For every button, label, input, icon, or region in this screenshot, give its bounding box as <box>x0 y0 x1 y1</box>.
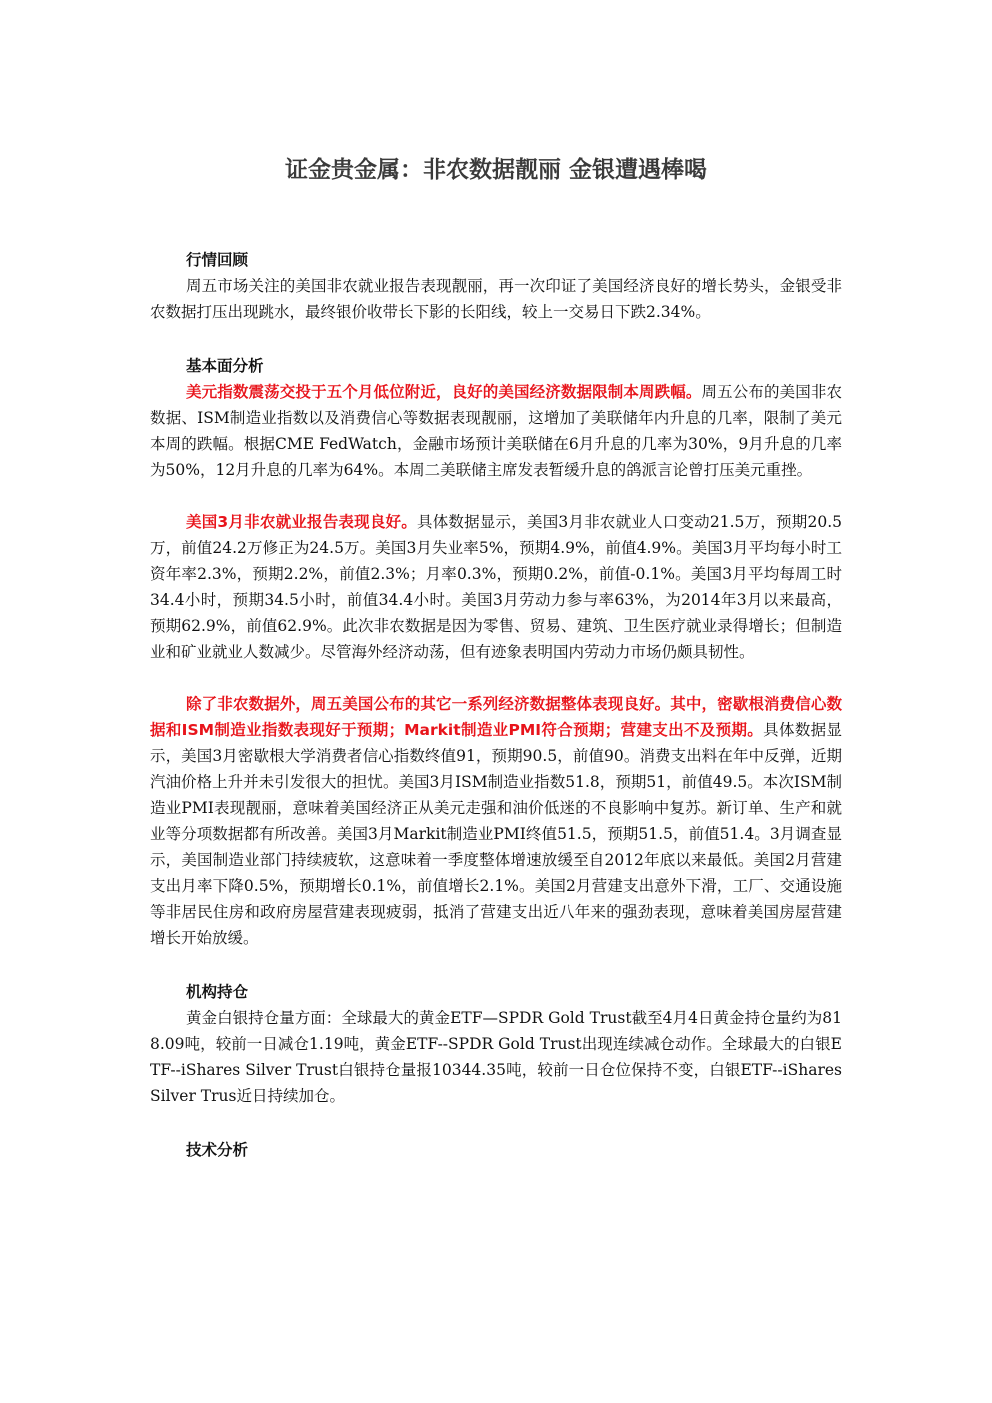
paragraph-highlight: 除了非农数据外，周五美国公布的其它一系列经济数据整体表现良好。其中，密歇根消费信心数据和ISM制造业指数表现好于预期；Markit制造业PMI符合预期；营建支出不及预期。 <box>150 695 842 739</box>
paragraph-text: 周五市场关注的美国非农就业报告表现靓丽，再一次印证了美国经济良好的增长势头，金银受非农数据打压出现跳水，最终银价收带长下影的长阳线，较上一交易日下跌2.34%。 <box>150 277 842 321</box>
section-market-review <box>150 247 842 325</box>
paragraph-text: 具体数据显示，美国3月非农就业人口变动21.5万，预期20.5万，前值24.2万修正为24.5万。美国3月失业率5%，预期4.9%，前值4.9%。美国3月平均每小时工资年率2.3%，预期2.2%，前值2.3%；月率0.3%，预期0.2%，前值-0.1%。美国3月平均每周工时34.4小时，预期34.5小时，前值34.4小时。美国3月劳动力参与率63%，为2014年3月以来最高，预期62.9%，前值62.9%。此次非农数据是因为零售、贸易、建筑、卫生医疗就业录得增长；但制造业和矿业就业人数减少。尽管海外经济动荡，但有迹象表明国内劳动力市场仍颇具韧性。 <box>150 513 842 661</box>
document-title: 证金贵金属：非农数据靓丽 金银遭遇棒喝 <box>284 157 707 183</box>
paragraph <box>150 379 842 483</box>
section-heading: 基本面分析 <box>186 357 264 375</box>
paragraph <box>150 691 842 951</box>
paragraph-text: 具体数据显示，美国3月密歇根大学消费者信心指数终值91，预期90.5，前值90。消费支出料在年中反弹，近期汽油价格上升并未引发很大的担忧。美国3月ISM制造业指数51.8，预期51，前值49.5。本次ISM制造业PMI表现靓丽，意味着美国经济正从美元走强和油价低迷的不良影响中复苏。新订单、生产和就业等分项数据都有所改善。美国3月Markit制造业PMI终值51.5，预期51.5，前值51.4。3月调查显示，美国制造业部门持续疲软，这意味着一季度整体增速放缓至自2012年底以来最低。美国2月营建支出月率下降0.5%，预期增长0.1%，前值增长2.1%。美国2月营建支出意外下滑，工厂、交通设施等非居民住房和政府房屋营建表现疲弱，抵消了营建支出近八年来的强劲表现，意味着美国房屋营建增长开始放缓。 <box>150 721 842 947</box>
paragraph <box>150 509 842 665</box>
section-heading: 技术分析 <box>186 1141 249 1159</box>
paragraph-text: 黄金白银持仓量方面：全球最大的黄金ETF—SPDR Gold Trust截至4月4日黄金持仓量约为818.09吨，较前一日减仓1.19吨，黄金ETF--SPDR Gold Trust出现连续减仓动作。全球最大的白银ETF--iShares Silver Trust白银持仓量报10344.35吨，较前一日仓位保持不变，白银ETF--iShares Silver Trus近日持续加仓。 <box>150 1009 842 1105</box>
section-institutional-holdings <box>150 979 842 1109</box>
paragraph <box>150 273 842 325</box>
section-heading: 机构持仓 <box>186 983 249 1001</box>
paragraph <box>150 1005 842 1109</box>
section-technical-analysis <box>150 1137 842 1163</box>
document-body <box>150 247 842 1163</box>
paragraph-text: 周五公布的美国非农数据、ISM制造业指数以及消费信心等数据表现靓丽，这增加了美联储年内升息的几率，限制了美元本周的跌幅。根据CME FedWatch，金融市场预计美联储在6月升息的几率为30%，9月升息的几率为50%，12月升息的几率为64%。本周二美联储主席发表暂缓升息的鸽派言论曾打压美元重挫。 <box>150 383 842 479</box>
section-heading: 行情回顾 <box>186 251 249 269</box>
paragraph-highlight: 美国3月非农就业报告表现良好。 <box>186 513 417 531</box>
paragraph-highlight: 美元指数震荡交投于五个月低位附近，良好的美国经济数据限制本周跌幅。 <box>186 383 702 401</box>
section-fundamental-analysis <box>150 353 842 951</box>
